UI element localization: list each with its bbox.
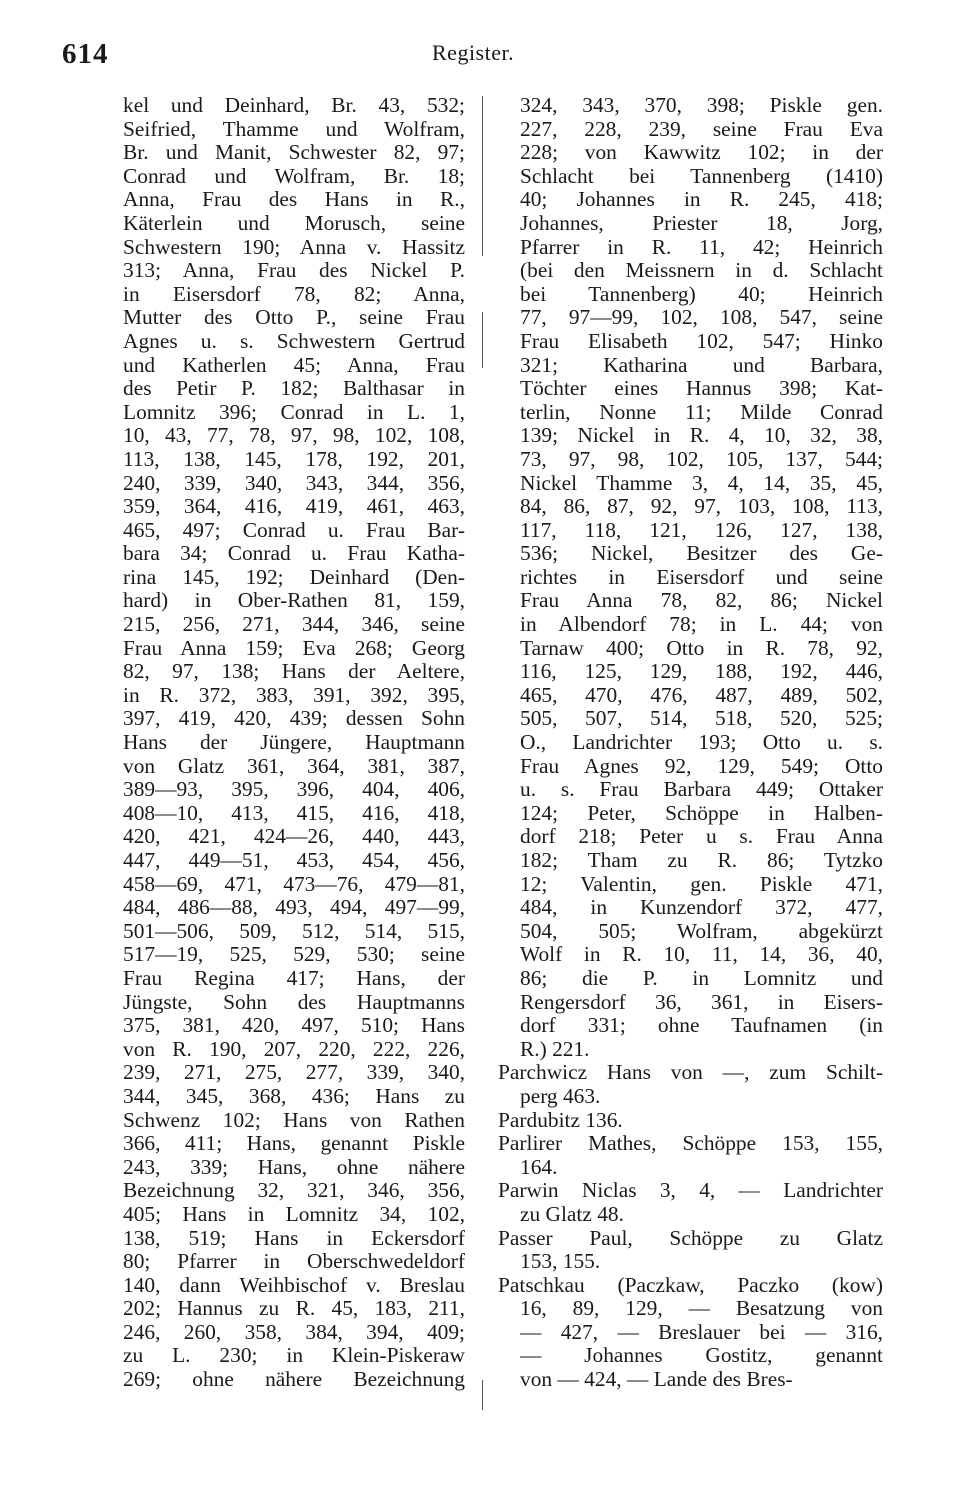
- index-line: 182; Tham zu R. 86; Tytzko: [520, 849, 883, 872]
- index-line: O., Landrichter 193; Otto u. s.: [520, 731, 883, 755]
- index-line: 77, 97—99, 102, 108, 547, seine: [520, 306, 883, 330]
- index-line: 116, 125, 129, 188, 192, 446,: [520, 660, 883, 684]
- index-line: 73, 97, 98, 102, 105, 137, 544;: [520, 447, 883, 471]
- index-line: Seifried, Thamme und Wolfram,: [123, 117, 465, 141]
- index-line: Parlirer Mathes, Schöppe 153, 155,: [498, 1132, 883, 1156]
- index-line: bara 34; Conrad u. Frau Katha-: [123, 542, 465, 566]
- index-line: rina 145, 192; Deinhard (Den-: [123, 565, 465, 589]
- index-line: 359, 364, 416, 419, 461, 463,: [123, 495, 465, 519]
- index-line: 243, 339; Hans, ohne nähere: [123, 1155, 465, 1179]
- index-line: 117, 118, 121, 126, 127, 138,: [520, 518, 883, 542]
- running-title: Register.: [432, 40, 515, 65]
- index-line: 447, 449—51, 453, 454, 456,: [123, 849, 465, 872]
- index-line: dorf 331; ohne Taufnamen (in: [520, 1014, 883, 1038]
- index-line: Bezeichnung 32, 321, 346, 356,: [123, 1179, 465, 1203]
- index-line: 504, 505; Wolfram, abgekürzt: [520, 919, 883, 943]
- index-line: Lomnitz 396; Conrad in L. 1,: [123, 400, 465, 424]
- index-line: 202; Hannus zu R. 45, 183, 211,: [123, 1297, 465, 1321]
- index-line: (bei den Meissnern in d. Schlacht: [520, 259, 883, 283]
- index-line: 465, 497; Conrad u. Frau Bar-: [123, 518, 465, 542]
- index-line: 366, 411; Hans, genannt Piskle: [123, 1132, 465, 1156]
- index-line: 458—69, 471, 473—76, 479—81,: [123, 872, 465, 896]
- index-line: Passer Paul, Schöppe zu Glatz: [498, 1226, 883, 1250]
- index-line: 80; Pfarrer in Oberschwedeldorf: [123, 1250, 465, 1274]
- index-line: 40; Johannes in R. 245, 418;: [520, 188, 883, 212]
- index-line: 484, in Kunzendorf 372, 477,: [520, 896, 883, 920]
- index-line: Pfarrer in R. 11, 42; Heinrich: [520, 235, 883, 259]
- index-line: 505, 507, 514, 518, 520, 525;: [520, 707, 883, 731]
- index-line: terlin, Nonne 11; Milde Conrad: [520, 400, 883, 424]
- index-line: des Petir P. 182; Balthasar in: [123, 377, 465, 401]
- index-line: 501—506, 509, 512, 514, 515,: [123, 919, 465, 943]
- index-line: Hans der Jüngere, Hauptmann: [123, 731, 465, 755]
- index-line: Agnes u. s. Schwestern Gertrud: [123, 329, 465, 353]
- index-line: 10, 43, 77, 78, 97, 98, 102, 108,: [123, 424, 465, 448]
- index-line: in Eisersdorf 78, 82; Anna,: [123, 282, 465, 306]
- index-line: 405; Hans in Lomnitz 34, 102,: [123, 1202, 465, 1226]
- page-number: 614: [62, 38, 109, 70]
- index-line: 321; Katharina und Barbara,: [520, 353, 883, 377]
- index-line: 420, 421, 424—26, 440, 443,: [123, 825, 465, 849]
- index-line: 140, dann Weihbischof v. Breslau: [123, 1273, 465, 1297]
- index-line: in Albendorf 78; in L. 44; von: [520, 613, 883, 637]
- index-line: 313; Anna, Frau des Nickel P.: [123, 259, 465, 283]
- page-header: [62, 38, 872, 78]
- index-line: 240, 339, 340, 343, 344, 356,: [123, 471, 465, 495]
- index-line: Tarnaw 400; Otto in R. 78, 92,: [520, 636, 883, 660]
- index-line: 153, 155.: [520, 1250, 601, 1274]
- index-line: hard) in Ober-Rathen 81, 159,: [123, 589, 465, 613]
- index-line: 215, 256, 271, 344, 346, seine: [123, 613, 465, 637]
- index-line: 269; ohne nähere Bezeichnung: [123, 1368, 465, 1392]
- index-line: 484, 486—88, 493, 494, 497—99,: [123, 896, 465, 920]
- index-line: perg 463.: [520, 1084, 601, 1108]
- index-line: Johannes, Priester 18, Jorg,: [520, 211, 883, 235]
- index-line: Parwin Niclas 3, 4, — Landrichter: [498, 1179, 883, 1203]
- index-line: 397, 419, 420, 439; dessen Sohn: [123, 707, 465, 731]
- index-line: Frau Anna 78, 82, 86; Nickel: [520, 589, 883, 613]
- index-line: 113, 138, 145, 178, 192, 201,: [123, 447, 465, 471]
- index-line: Br. und Manit, Schwester 82, 97;: [123, 141, 465, 165]
- index-line: 517—19, 525, 529, 530; seine: [123, 943, 465, 967]
- index-line: 164.: [520, 1155, 558, 1179]
- index-line: Frau Anna 159; Eva 268; Georg: [123, 636, 465, 660]
- index-line: Frau Elisabeth 102, 547; Hinko: [520, 329, 883, 353]
- index-line: Frau Agnes 92, 129, 549; Otto: [520, 754, 883, 778]
- index-line: zu Glatz 48.: [520, 1202, 624, 1226]
- index-line: Anna, Frau des Hans in R.,: [123, 188, 465, 212]
- index-line: von R. 190, 207, 220, 222, 226,: [123, 1037, 465, 1061]
- index-line: Patschkau (Paczkaw, Paczko (kow): [498, 1273, 883, 1297]
- index-line: Mutter des Otto P., seine Frau: [123, 306, 465, 330]
- index-line: — 427, — Breslauer bei — 316,: [520, 1320, 883, 1344]
- index-line: von — 424, — Lande des Bres-: [520, 1368, 793, 1392]
- index-line: Käterlein und Morusch, seine: [123, 211, 465, 235]
- index-line: 84, 86, 87, 92, 97, 103, 108, 113,: [520, 495, 883, 519]
- index-line: Schwestern 190; Anna v. Hassitz: [123, 235, 465, 259]
- index-line: — Johannes Gostitz, genannt: [520, 1344, 883, 1368]
- index-line: Frau Regina 417; Hans, der: [123, 966, 465, 990]
- index-line: bei Tannenberg) 40; Heinrich: [520, 282, 883, 306]
- index-line: 536; Nickel, Besitzer des Ge-: [520, 542, 883, 566]
- index-line: dorf 218; Peter u s. Frau Anna: [520, 825, 883, 849]
- index-line: 465, 470, 476, 487, 489, 502,: [520, 683, 883, 707]
- index-line: von Glatz 361, 364, 381, 387,: [123, 754, 465, 778]
- index-line: Pardubitz 136.: [498, 1108, 623, 1132]
- index-line: 16, 89, 129, — Besatzung von: [520, 1297, 883, 1321]
- index-line: kel und Deinhard, Br. 43, 532;: [123, 94, 465, 117]
- index-line: Schwenz 102; Hans von Rathen: [123, 1108, 465, 1132]
- index-line: Schlacht bei Tannenberg (1410): [520, 164, 883, 188]
- index-line: Töchter eines Hannus 398; Kat-: [520, 377, 883, 401]
- column-divider: [482, 1380, 483, 1410]
- index-column-right: [498, 94, 883, 1392]
- index-line: Nickel Thamme 3, 4, 14, 35, 45,: [520, 471, 883, 495]
- index-line: 375, 381, 420, 497, 510; Hans: [123, 1014, 465, 1038]
- index-line: und Katherlen 45; Anna, Frau: [123, 353, 465, 377]
- index-line: 138, 519; Hans in Eckersdorf: [123, 1226, 465, 1250]
- index-line: 86; die P. in Lomnitz und: [520, 966, 883, 990]
- index-line: 389—93, 395, 396, 404, 406,: [123, 778, 465, 802]
- index-line: 228; von Kawwitz 102; in der: [520, 141, 883, 165]
- index-line: 324, 343, 370, 398; Piskle gen.: [520, 94, 883, 117]
- index-line: Conrad und Wolfram, Br. 18;: [123, 164, 465, 188]
- column-divider: [482, 96, 483, 256]
- index-line: richtes in Eisersdorf und seine: [520, 565, 883, 589]
- index-line: u. s. Frau Barbara 449; Ottaker: [520, 778, 883, 802]
- index-line: 139; Nickel in R. 4, 10, 32, 38,: [520, 424, 883, 448]
- index-line: in R. 372, 383, 391, 392, 395,: [123, 683, 465, 707]
- column-divider: [482, 312, 483, 368]
- index-line: 344, 345, 368, 436; Hans zu: [123, 1084, 465, 1108]
- index-line: Rengersdorf 36, 361, in Eisers-: [520, 990, 883, 1014]
- index-line: 227, 228, 239, seine Frau Eva: [520, 117, 883, 141]
- index-line: 124; Peter, Schöppe in Halben-: [520, 801, 883, 825]
- index-line: R.) 221.: [520, 1037, 590, 1061]
- index-line: 12; Valentin, gen. Piskle 471,: [520, 872, 883, 896]
- index-line: 239, 271, 275, 277, 339, 340,: [123, 1061, 465, 1085]
- index-line: 408—10, 413, 415, 416, 418,: [123, 801, 465, 825]
- index-line: Parchwicz Hans von —, zum Schilt-: [498, 1061, 883, 1085]
- index-line: 246, 260, 358, 384, 394, 409;: [123, 1320, 465, 1344]
- index-column-left: [123, 94, 465, 1392]
- index-line: zu L. 230; in Klein-Piskeraw: [123, 1344, 465, 1368]
- index-line: Jüngste, Sohn des Hauptmanns: [123, 990, 465, 1014]
- index-line: Wolf in R. 10, 11, 14, 36, 40,: [520, 943, 883, 967]
- index-line: 82, 97, 138; Hans der Aeltere,: [123, 660, 465, 684]
